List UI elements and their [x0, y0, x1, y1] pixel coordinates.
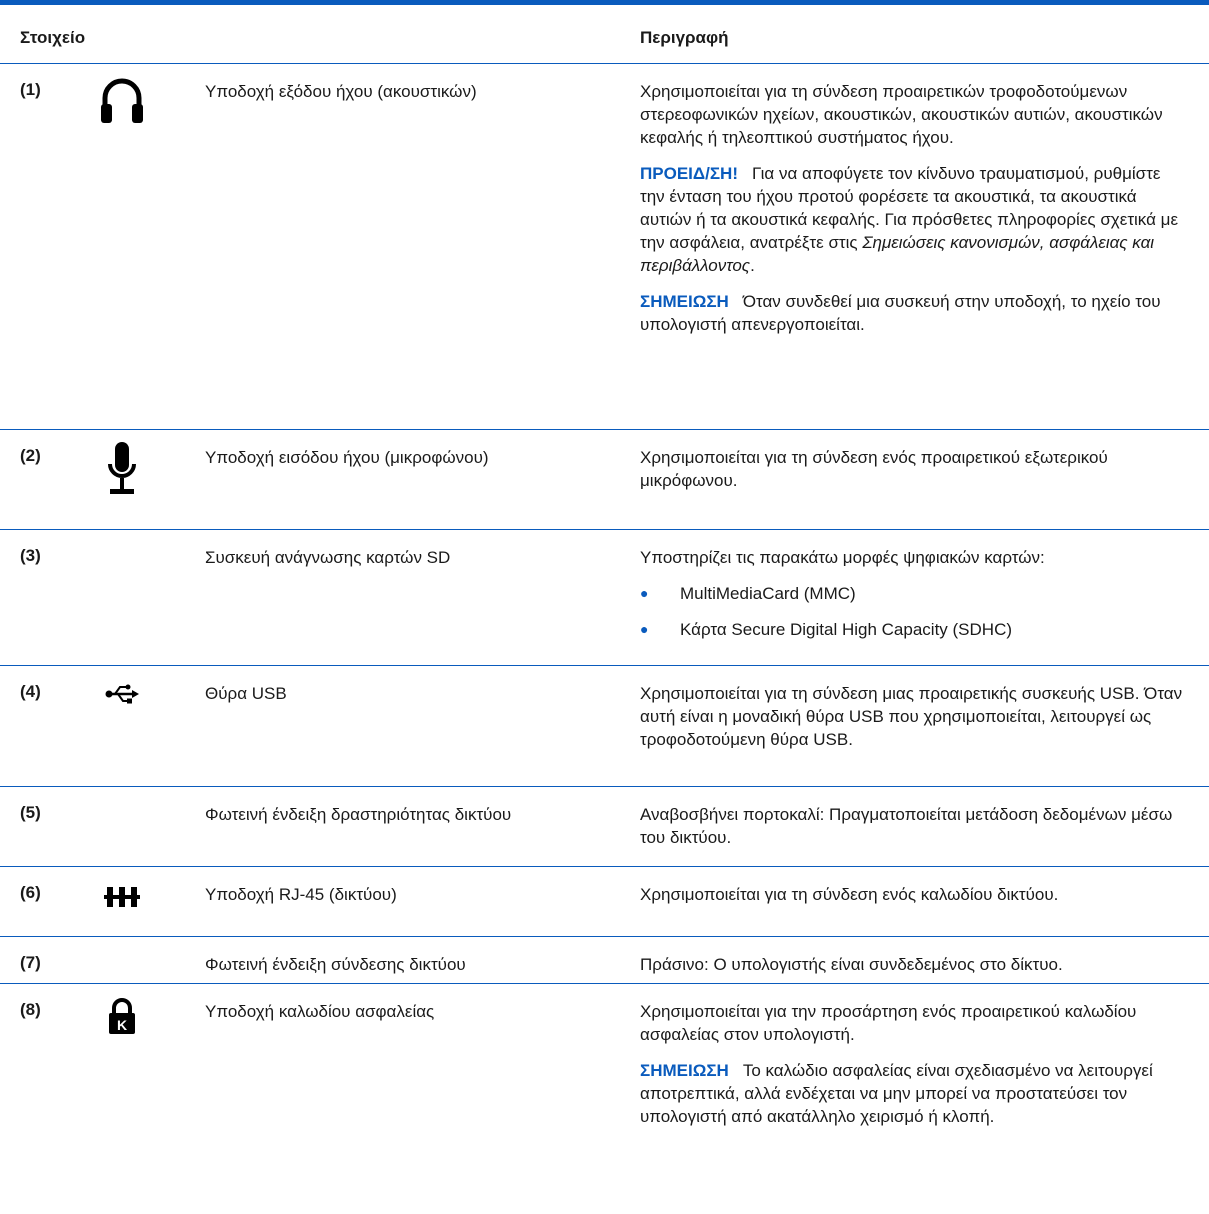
component-description: [640, 446, 1185, 505]
component-name: Υποδοχή RJ-45 (δικτύου): [205, 885, 397, 904]
row-number: (8): [20, 1000, 41, 1019]
description-text: Υποστηρίζει τις παρακάτω μορφές ψηφιακών καρτών:: [640, 548, 1045, 567]
row-number: (3): [20, 546, 41, 565]
warning-end: .: [750, 256, 755, 275]
warning-italic: Σημειώσεις κανονισμών, ασφάλειας και περιβάλλοντος: [640, 233, 1155, 275]
component-description: [640, 803, 1185, 862]
headphone-icon: [92, 76, 152, 136]
usb-icon: [92, 684, 152, 744]
note-block: [640, 1059, 1185, 1128]
description-text: Χρησιμοποιείται για την προσάρτηση ενός προαιρετικού καλωδίου ασφαλείας στον υπολογιστή.: [640, 1002, 1137, 1044]
table-row: [0, 530, 1209, 666]
component-description: [640, 80, 1185, 349]
component-name: Υποδοχή καλωδίου ασφαλείας: [205, 1002, 435, 1021]
row-number: (1): [20, 80, 41, 99]
table-row: [0, 787, 1209, 867]
table-row: [0, 430, 1209, 530]
description-text: Χρησιμοποιείται για τη σύνδεση ενός προαιρετικού εξωτερικού μικρόφωνου.: [640, 448, 1108, 490]
warning-text: Για να αποφύγετε τον κίνδυνο τραυματισμού, ρυθμίστε την ένταση του ήχου προτού φορέσετε τα ακουστικά, τα ακουστικά αυτιών ή τα ακουστικά κεφαλής. Για πρόσθετες πληροφορίες σχετικά με την ασφάλεια, ανατρέξτε στις: [640, 164, 1179, 252]
row-number: (6): [20, 883, 41, 902]
security-lock-icon: [92, 998, 152, 1058]
note-text: Το καλώδιο ασφαλείας είναι σχεδιασμένο να λειτουργεί αποτρεπτικά, αλλά ενδέχεται να μην μπορεί να προστατεύσει τον υπολογιστή από ακατάλληλο χειρισμό ή κλοπή.: [640, 1061, 1153, 1126]
header-component: Στοιχείο: [20, 28, 86, 47]
table-row: [0, 937, 1209, 984]
card-format-list: [640, 582, 1185, 641]
warning-label: ΠΡΟΕΙΔ/ΣΗ!: [640, 164, 738, 183]
table-row: [0, 666, 1209, 787]
row-number: (7): [20, 953, 41, 972]
description-text: Χρησιμοποιείται για τη σύνδεση ενός καλωδίου δικτύου.: [640, 885, 1059, 904]
note-label: ΣΗΜΕΙΩΣΗ: [640, 292, 729, 311]
header-description: Περιγραφή: [640, 28, 729, 47]
component-description: [640, 1000, 1185, 1141]
component-name: Υποδοχή εισόδου ήχου (μικροφώνου): [205, 448, 489, 467]
component-description: [640, 883, 1185, 919]
warning-block: [640, 162, 1185, 277]
table-row: [0, 64, 1209, 430]
row-number: (4): [20, 682, 41, 701]
list-item: ● Κάρτα Secure Digital High Capacity (SDHC): [640, 618, 1185, 641]
row-number: (2): [20, 446, 41, 465]
description-text: Χρησιμοποιείται για τη σύνδεση μιας προαιρετικής συσκευής USB. Όταν αυτή είναι η μοναδική θύρα USB που χρησιμοποιείται, λειτουργεί ως τροφοδοτούμενη θύρα USB.: [640, 684, 1183, 749]
table-row: [0, 984, 1209, 1204]
note-text: Όταν συνδεθεί μια συσκευή στην υποδοχή, το ηχείο του υπολογιστή απενεργοποιείται.: [640, 292, 1161, 334]
component-description: [640, 682, 1185, 764]
table-header: [0, 5, 1209, 64]
component-name: Θύρα USB: [205, 684, 287, 703]
description-text: Πράσινο: Ο υπολογιστής είναι συνδεδεμένος στο δίκτυο.: [640, 955, 1063, 974]
note-block: [640, 290, 1185, 336]
table-row: [0, 867, 1209, 937]
component-name: Φωτεινή ένδειξη δραστηριότητας δικτύου: [205, 805, 512, 824]
row-number: (5): [20, 803, 41, 822]
svg-text:K: K: [116, 1017, 128, 1033]
microphone-icon: [92, 442, 152, 502]
list-item: ● MultiMediaCard (MMC): [640, 582, 1185, 605]
component-name: Φωτεινή ένδειξη σύνδεσης δικτύου: [205, 955, 466, 974]
component-name: Υποδοχή εξόδου ήχου (ακουστικών): [205, 82, 477, 101]
note-label: ΣΗΜΕΙΩΣΗ: [640, 1061, 729, 1080]
description-text: Χρησιμοποιείται για τη σύνδεση προαιρετικών τροφοδοτούμενων στερεοφωνικών ηχείων, ακουστικών, ακουστικών αυτιών, ακουστικών κεφαλής ή τηλεοπτικού συστήματος ήχου.: [640, 82, 1163, 147]
description-text: Αναβοσβήνει πορτοκαλί: Πραγματοποιείται μετάδοση δεδομένων μέσω του δικτύου.: [640, 805, 1173, 847]
component-name: Συσκευή ανάγνωσης καρτών SD: [205, 548, 451, 567]
component-description: [640, 546, 1185, 641]
